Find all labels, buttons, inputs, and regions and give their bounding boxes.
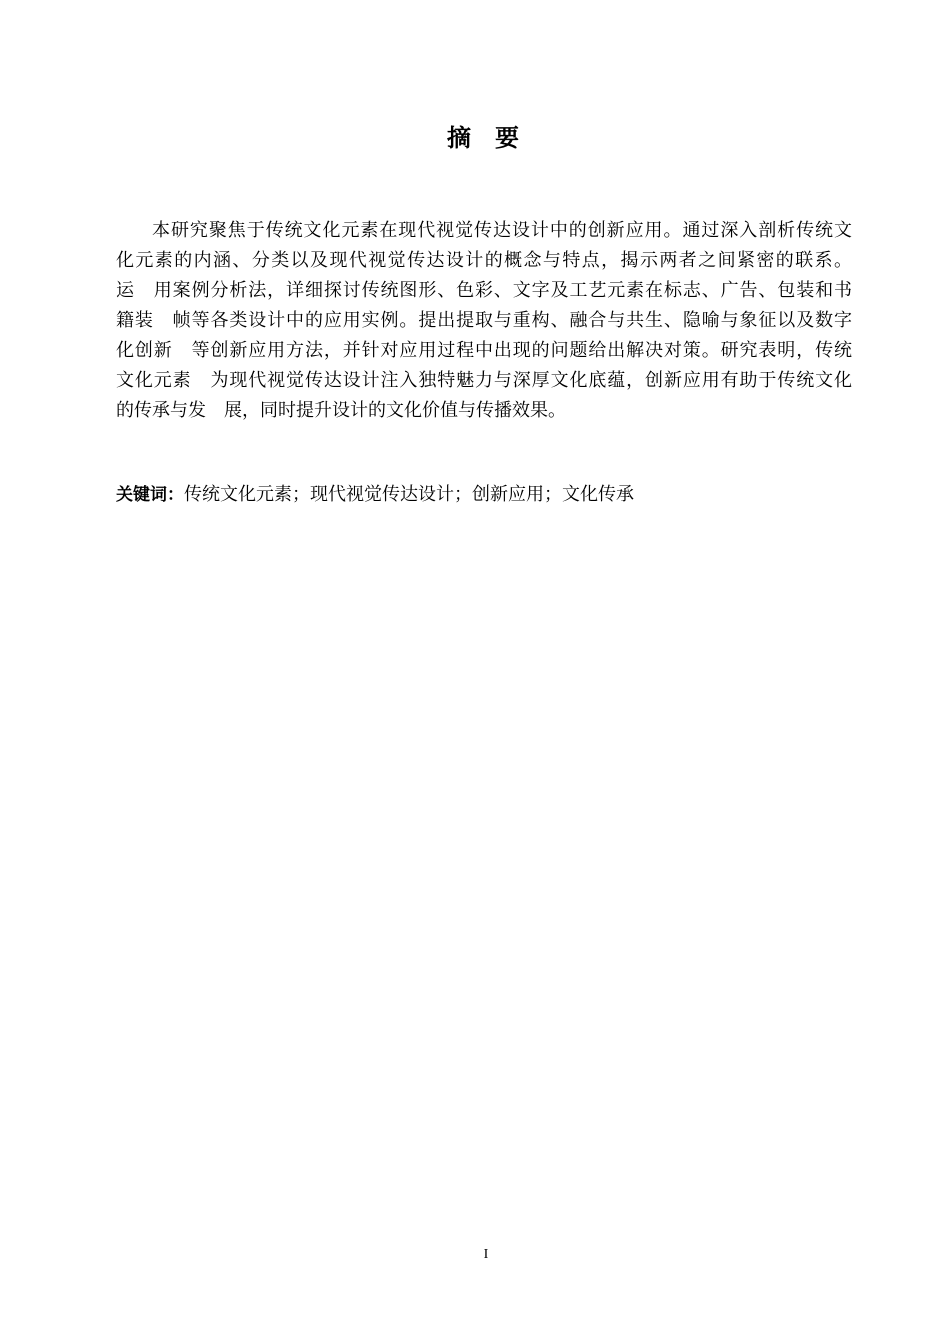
abstract-line: 化元素的内涵、分类以及现代视觉传达设计的概念与特点，揭示两者之间紧密的联系。 [116, 250, 852, 271]
keywords [116, 480, 852, 510]
keywords-label: 关键词： [116, 485, 184, 505]
abstract-line: 本研究聚焦于传统文化元素在现代视觉传达设计中的创新应用。通过深入剖析传统文 [152, 220, 852, 241]
keywords-text: 传统文化元素；现代视觉传达设计；创新应用；文化传承 [184, 484, 634, 505]
abstract-line: 化创新 等创新应用方法，并针对应用过程中出现的问题给出解决对策。研究表明，传统 [116, 340, 852, 361]
abstract-line: 文化元素 为现代视觉传达设计注入独特魅力与深厚文化底蕴，创新应用有助于传统文化 [116, 370, 852, 391]
abstract-line: 的传承与发 展，同时提升设计的文化价值与传播效果。 [116, 400, 566, 421]
abstract-body [116, 216, 852, 426]
abstract-line: 运 用案例分析法，详细探讨传统图形、色彩、文字及工艺元素在标志、广告、包装和书 [116, 280, 852, 301]
abstract-title: 摘 要 [447, 124, 519, 152]
abstract-line: 籍装 帧等各类设计中的应用实例。提出提取与重构、融合与共生、隐喻与象征以及数字 [116, 310, 852, 331]
page-number: I [483, 1247, 489, 1262]
